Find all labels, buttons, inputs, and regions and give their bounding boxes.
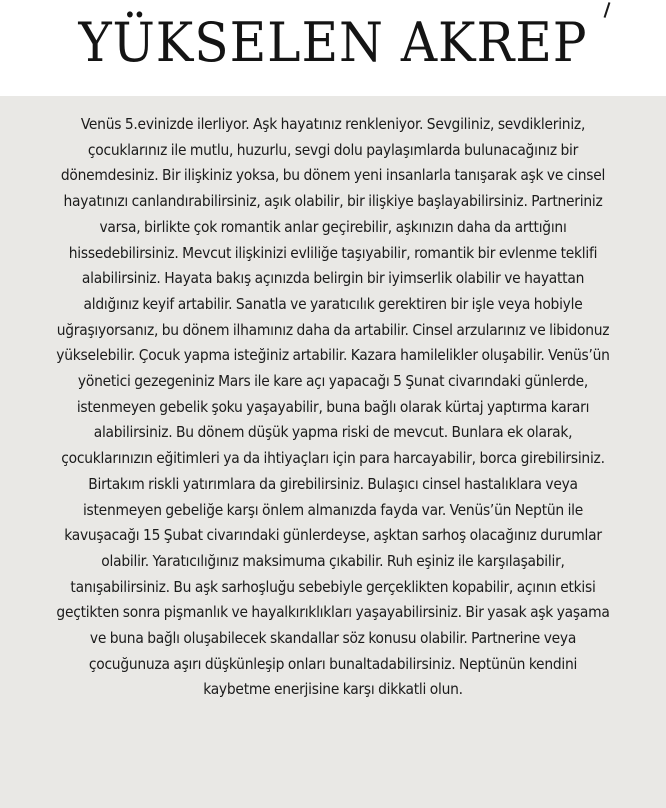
text-line: uğraşıyorsanız, bu dönem ilhamınız daha da artabilir. Cinsel arzularınız ve libidonuz xyxy=(56,320,610,339)
text-line: yönetici gezegeniniz Mars ile kare açı yapacağı 5 Şunat civarındaki günlerde, xyxy=(77,372,589,391)
text-line: dönemdesiniz. Bir ilişkiniz yoksa, bu dönem yeni insanlarla tanışarak aşk ve cinsel xyxy=(60,166,606,185)
text-line: geçtikten sonra pişmanlık ve hayalkırıklıkları yaşayabilirsiniz. Bir yasak aşk yaşama xyxy=(56,603,610,622)
text-line: çocuklarınızın eğitimleri ya da ihtiyaçları için para harcayabilir, borca girebilirsiniz. xyxy=(61,449,605,468)
text-line: çocuklarınız ile mutlu, huzurlu, sevgi dolu paylaşımlarda bulunacağınız bir xyxy=(87,140,579,159)
text-line: olabilir. Yaratıcılığınız maksimuma çıkabilir. Ruh eşiniz ile karşılaşabilir, xyxy=(101,551,565,570)
text-line: Venüs 5.evinizde ilerliyor. Aşk hayatınız renkleniyor. Sevgiliniz, sevdikleriniz, xyxy=(80,115,586,133)
text-line: alabilirsiniz. Bu dönem düşük yapma riski de mevcut. Bunlara ek olarak, xyxy=(93,423,573,442)
text-line: Birtakım riskli yatırımlara da girebilirsiniz. Bulaşıcı cinsel hastalıklara veya xyxy=(88,474,578,493)
text-line: hayatınızı canlandırabilirsiniz, aşık olabilir, bir ilişkiye başlayabilirsiniz. Partneriniz xyxy=(63,192,603,211)
text-line: tanışabilirsiniz. Bu aşk sarhoşluğu sebebiyle gerçeklikten kopabilir, açının etkisi xyxy=(70,577,596,596)
horoscope-text xyxy=(16,112,650,703)
text-line: istenmeyen gebelik şoku yaşayabilir, buna bağlı olarak kürtaj yaptırma kararı xyxy=(76,397,590,416)
text-line: kavuşacağı 15 Şubat civarındaki günlerdeyse, aşktan sarhoş olacağınız durumlar xyxy=(64,526,602,545)
text-line: ve buna bağlı oluşabilecek skandallar söz konusu olabilir. Partnerine veya xyxy=(89,629,577,648)
text-line: yükselebilir. Çocuk yapma isteğiniz artabilir. Kazara hamilelikler oluşabilir. Venüs’ün xyxy=(56,346,610,365)
text-line: kaybetme enerjisine karşı dikkatli olun. xyxy=(203,680,463,699)
page-title: YÜKSELEN AKREP xyxy=(78,11,588,74)
text-line: çocuğunuza aşırı düşkünleşip onları bunaltadabilirsiniz. Neptünün kendini xyxy=(88,654,578,673)
text-line: aldığınız keyif artabilir. Sanatla ve yaratıcılık gerektiren bir işle veya hobiyle xyxy=(83,294,583,313)
text-line: alabilirsiniz. Hayata bakış açınızda belirgin bir iyimserlik olabilir ve hayattan xyxy=(81,269,585,288)
text-line: hissedebilirsiniz. Mevcut ilişkinizi evliliğe taşıyabilir, romantik bir evlenme teklifi xyxy=(68,243,598,262)
text-line: istenmeyen gebeliğe karşı önlem almanızda fayda var. Venüs’ün Neptün ile xyxy=(82,500,584,519)
text-line: varsa, birlikte çok romantik anlar geçirebilir, aşkınızın daha da arttığını xyxy=(99,217,567,236)
